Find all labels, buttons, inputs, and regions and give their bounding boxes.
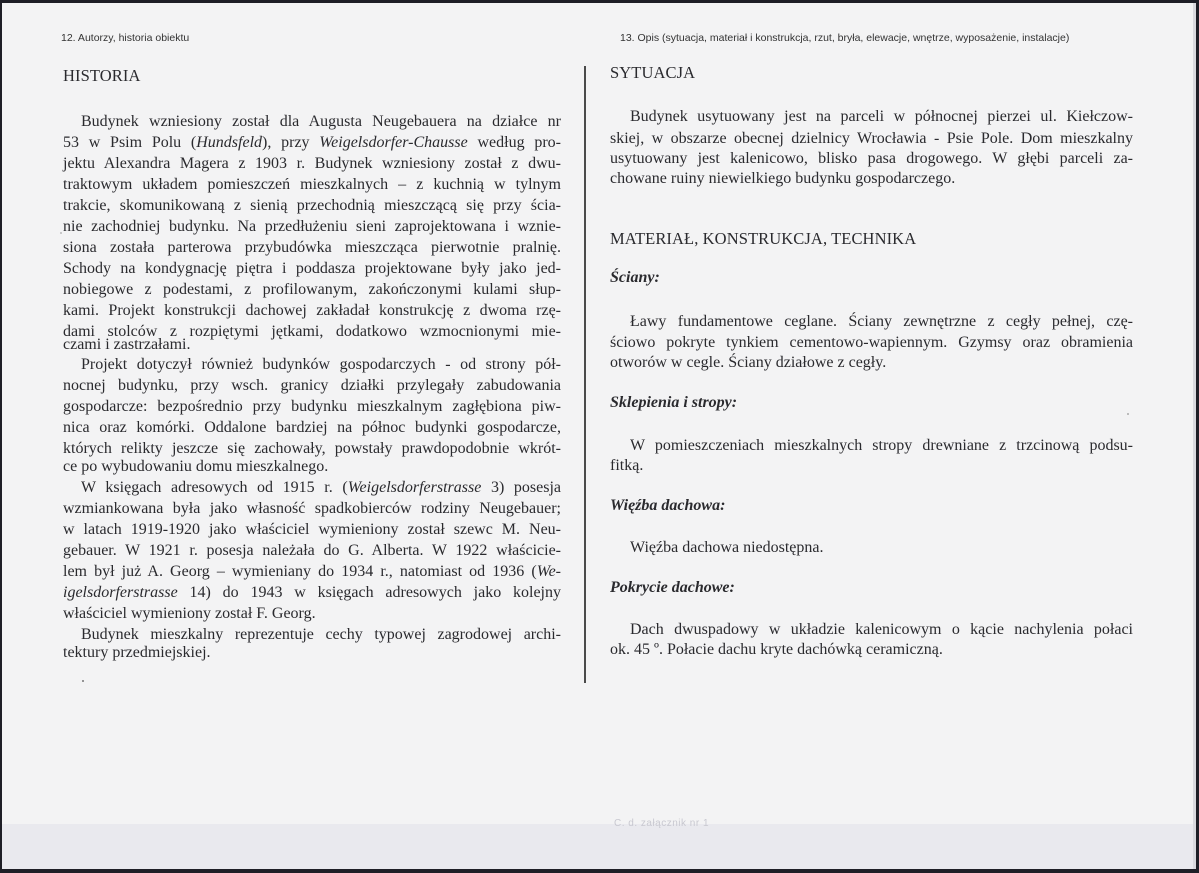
- section-title-sytuacja: SYTUACJA: [610, 63, 696, 82]
- historia-line: nocnej budynku, przy wsch. granicy działki przylegały zabudowania: [63, 377, 561, 394]
- stray-dot: [1127, 413, 1129, 415]
- historia-line: igelsdorferstrasse 14) do 1943 w księgach adresowych jako kolejny: [63, 584, 561, 601]
- stray-dot: [60, 232, 62, 234]
- historia-line: w latach 1919-1920 jako właściciel wymieniony został szewc M. Neu-: [63, 521, 561, 538]
- subheading-sklepienia: Sklepienia i stropy:: [610, 394, 738, 411]
- historia-line: gebauer. W 1921 r. posesja należała do G. Alberta. W 1922 właścicie-: [63, 542, 561, 559]
- historia-line: Projekt dotyczył również budynków gospodarczych - od strony pół-: [81, 356, 561, 373]
- pokrycie-line: ok. 45 º. Połacie dachu kryte dachówką ceramiczną.: [610, 641, 943, 658]
- sytuacja-line: chowane ruiny niewielkiego budynku gospodarczego.: [610, 170, 956, 187]
- historia-line: jektu Alexandra Magera z 1903 r. Budynek wzniesiony został z dwu-: [63, 155, 561, 172]
- historia-line: czami i zastrzałami.: [63, 336, 191, 353]
- historia-line: Schody na kondygnację piętra i poddasza projektowane były jako jed-: [63, 260, 561, 277]
- scanned-document-spread: [2, 3, 1196, 869]
- subheading-pokrycie: Pokrycie dachowe:: [610, 579, 735, 596]
- historia-line: dami stolców z rozpiętymi jętkami, dodatkowo wzmocnionymi mie-: [63, 323, 561, 340]
- historia-line: 53 w Psim Polu (Hundsfeld), przy Weigelsdorfer-Chausse według pro-: [63, 134, 561, 151]
- column-divider: [584, 66, 586, 683]
- stray-dot: [82, 680, 84, 682]
- historia-line: właściciel wymieniony został F. Georg.: [63, 605, 316, 622]
- sciany-line: ściowo pokryte tynkiem cementowo-wapiennym. Gzymsy oraz obramienia: [610, 334, 1133, 351]
- sytuacja-line: skiej, w obszarze obecnej dzielnicy Wrocławia - Psie Pole. Dom mieszkalny: [610, 130, 1133, 147]
- italic-term: Weigelsdorfer-Chausse: [319, 134, 468, 151]
- historia-line: W księgach adresowych od 1915 r. (Weigelsdorferstrasse 3) posesja: [81, 479, 561, 496]
- left-page-header: 12. Autorzy, historia obiektu: [61, 32, 190, 44]
- historia-line: traktowym układem pomieszczeń mieszkalnych – z kuchnią w tylnym: [63, 176, 561, 193]
- footer-attachment-note: C. d. załącznik nr 1: [614, 818, 710, 829]
- wiezba-line: Więźba dachowa niedostępna.: [630, 539, 824, 556]
- italic-term: igelsdorferstrasse: [63, 584, 178, 601]
- sytuacja-line: Budynek usytuowany jest na parceli w północnej pierzei ul. Kiełczow-: [630, 108, 1133, 125]
- historia-line: tektury przedmiejskiej.: [63, 644, 211, 661]
- scan-right-edge: [1193, 3, 1196, 869]
- historia-line: nie zachodniej budynku. Na przedłużeniu sieni zaprojektowana i wznie-: [63, 218, 561, 235]
- sciany-line: Ławy fundamentowe ceglane. Ściany zewnętrzne z cegły pełnej, czę-: [630, 313, 1133, 330]
- scan-bottom-strip: [2, 824, 1196, 869]
- historia-line: lem był już A. Georg – wymieniany do 1934 r., natomiast od 1936 (We-: [63, 563, 561, 580]
- historia-line: Budynek mieszkalny reprezentuje cechy typowej zagrodowej archi-: [81, 626, 561, 643]
- section-title-material: MATERIAŁ, KONSTRUKCJA, TECHNIKA: [610, 229, 917, 248]
- section-title-historia: HISTORIA: [63, 66, 141, 85]
- pokrycie-line: Dach dwuspadowy w układzie kalenicowym o kącie nachylenia połaci: [630, 621, 1133, 638]
- historia-line: trakcie, skomunikowaną z sienią przechodnią mieszczącą się przy ścia-: [63, 197, 561, 214]
- italic-term: Weigelsdorferstrasse: [347, 479, 482, 496]
- historia-line: siona została parterowa przybudówka mieszcząca pierwotnie pralnię.: [63, 239, 561, 256]
- historia-line: których relikty jeszcze się zachowały, powstały prawdopodobnie wkrót-: [63, 440, 561, 457]
- subheading-wiezba: Więźba dachowa:: [610, 497, 726, 514]
- right-page-header: 13. Opis (sytuacja, materiał i konstrukcja, rzut, bryła, elewacje, wnętrze, wyposażenie, instalacje): [620, 32, 1070, 44]
- historia-line: nica oraz komórki. Oddalone bardziej na północ budynki gospodarcze,: [63, 419, 561, 436]
- historia-line: Budynek wzniesiony został dla Augusta Neugebauera na działce nr: [81, 113, 561, 130]
- italic-term: Hundsfeld: [196, 134, 263, 151]
- historia-line: wzmiankowana była jako własność spadkobierców rodziny Neugebauer;: [63, 500, 561, 517]
- historia-line: nobiegowe z podestami, z profilowanym, zakończonymi kulami słup-: [63, 281, 561, 298]
- historia-line: kami. Projekt konstrukcji dachowej zakładał konstrukcję z dwoma rzę-: [63, 302, 561, 319]
- subheading-sciany: Ściany:: [610, 269, 660, 286]
- historia-line: ce po wybudowaniu domu mieszkalnego.: [63, 458, 329, 475]
- sciany-line: otworów w cegle. Ściany działowe z cegły.: [610, 354, 887, 371]
- sytuacja-line: usytuowany jest kalenicowo, blisko pasa drogowego. W głębi parceli za-: [610, 150, 1133, 167]
- sklepienia-line: W pomieszczeniach mieszkalnych stropy drewniane z trzcinową podsu-: [630, 437, 1133, 454]
- italic-term: We-: [536, 563, 561, 580]
- historia-line: gospodarcze: bezpośrednio przy budynku mieszkalnym zagłębiona piw-: [63, 398, 561, 415]
- sklepienia-line: fitką.: [610, 457, 644, 474]
